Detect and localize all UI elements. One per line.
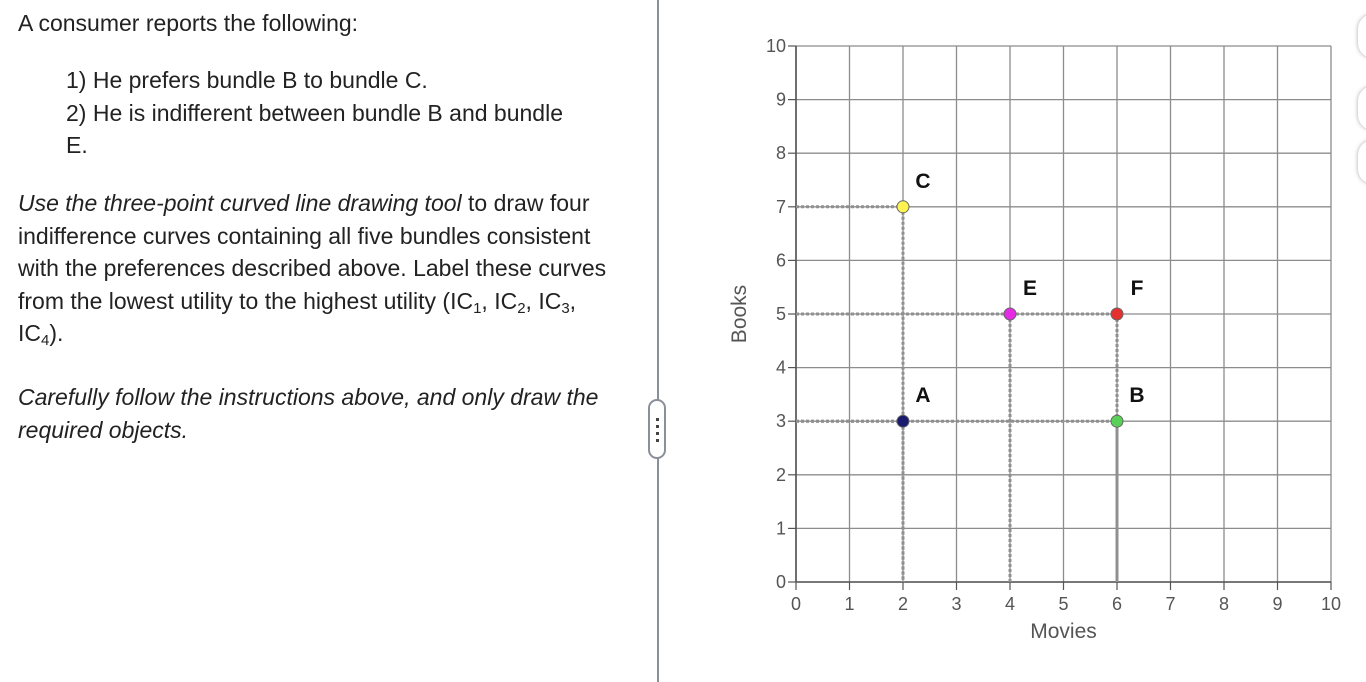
x-tick-label: 2 — [897, 594, 909, 614]
x-tick-label: 8 — [1218, 594, 1230, 614]
curve-label-ic2: $IC_2$ — [494, 287, 526, 317]
grip-dot-icon — [656, 418, 659, 421]
grip-dot-icon — [656, 425, 659, 428]
graph-panel — [660, 0, 1366, 682]
y-tick-label: 0 — [775, 572, 786, 592]
bundle-point-e[interactable] — [1004, 308, 1016, 320]
y-tick-label: 6 — [775, 250, 786, 271]
bundle-label-c: C — [915, 169, 931, 193]
y-tick-label: 1 — [775, 518, 786, 539]
drawing-instructions — [18, 187, 618, 350]
preference-statements — [66, 64, 586, 162]
bundle-point-a[interactable] — [897, 415, 909, 427]
grip-dot-icon — [656, 432, 659, 435]
pane-divider — [657, 0, 659, 682]
x-tick-label: 3 — [951, 594, 962, 614]
y-tick-label: 9 — [775, 89, 786, 110]
x-tick-label: 9 — [1272, 594, 1283, 614]
x-tick-label: 6 — [1111, 594, 1123, 614]
y-tick-label: 7 — [775, 196, 786, 217]
caution-note: Carefully follow the instructions above, and only draw the required objects. — [18, 384, 599, 443]
x-tick-label: 0 — [790, 594, 802, 614]
curve-label-ic1: $IC_1$ — [450, 287, 482, 317]
x-axis-label: Movies — [1030, 620, 1097, 643]
x-tick-label: 5 — [1058, 594, 1069, 614]
question-intro: A consumer reports the following: — [18, 10, 359, 36]
y-axis-label: Books — [728, 284, 751, 344]
label-separator: , — [525, 287, 539, 314]
drawing-tool-name: Use the three-point curved line drawing tool — [18, 190, 462, 216]
bundle-point-f[interactable] — [1111, 308, 1123, 320]
label-separator: , — [481, 287, 495, 314]
y-tick-label: 3 — [775, 411, 786, 432]
grip-dot-icon — [656, 439, 659, 442]
bundle-label-b: B — [1129, 384, 1145, 408]
x-tick-label: 10 — [1320, 594, 1342, 614]
x-tick-label: 4 — [1004, 594, 1016, 614]
curve-label-ic4: $IC_4$ — [18, 320, 50, 349]
curve-label-ic3: $IC_3$ — [538, 287, 570, 317]
bundle-point-c[interactable] — [897, 201, 909, 213]
y-tick-label: 8 — [775, 143, 786, 164]
instruction-text: to draw four indifference curves containing all five bundles consistent with the preferences described above. Label these curves from the lowest utility to the highest utility ( — [18, 190, 607, 314]
statement-2: 2) He is indifferent between bundle B and bundle E. — [66, 99, 563, 158]
y-tick-label: 2 — [775, 464, 786, 485]
y-tick-label: 5 — [775, 304, 786, 324]
x-tick-label: 1 — [844, 594, 855, 614]
bundle-label-e: E — [1022, 277, 1038, 300]
graph-canvas[interactable] — [660, 0, 1366, 682]
label-separator: , — [569, 287, 577, 314]
instruction-end: ). — [49, 320, 64, 346]
statement-1: 1) He prefers bundle B to bundle C. — [66, 67, 428, 93]
question-panel — [0, 0, 656, 682]
bundle-label-f: F — [1130, 277, 1144, 300]
y-tick-label: 10 — [765, 36, 786, 56]
bundle-label-a: A — [915, 384, 931, 408]
y-tick-label: 4 — [775, 357, 786, 378]
bundle-point-b[interactable] — [1111, 415, 1123, 427]
x-tick-label: 7 — [1165, 594, 1176, 614]
